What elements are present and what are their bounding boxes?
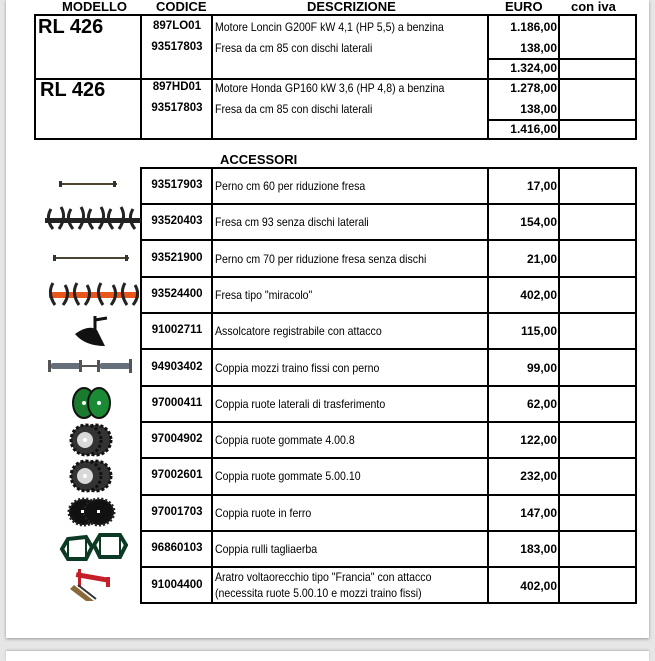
row-divider <box>140 312 637 314</box>
accessories-title: ACCESSORI <box>220 152 298 167</box>
model-name: RL 426 <box>40 79 106 101</box>
price: 1.186,00 <box>510 20 557 34</box>
product-description: Coppia ruote gommate 5.00.10 <box>215 469 361 483</box>
product-description: Coppia ruote laterali di trasferimento <box>215 397 386 411</box>
header-con-iva: con iva <box>571 0 616 14</box>
product-code: 93524400 <box>151 288 203 300</box>
price: 402,00 <box>520 579 557 593</box>
header-codice: CODICE <box>156 0 207 14</box>
product-code: 97002601 <box>151 469 203 481</box>
plough-icon <box>66 566 116 604</box>
price: 21,00 <box>526 252 557 266</box>
row-divider <box>140 530 637 532</box>
product-description: Fresa tipo "miracolo" <box>215 288 313 302</box>
furrower-icon <box>68 313 114 349</box>
iron-wheels-icon <box>64 496 118 528</box>
divider <box>558 14 560 80</box>
row-divider <box>140 457 637 459</box>
price: 99,00 <box>526 361 557 375</box>
product-code: 91004400 <box>151 579 203 591</box>
product-code: 897LO01 <box>153 20 201 32</box>
pin-rod-icon <box>54 176 124 192</box>
product-description: Perno cm 60 per riduzione fresa <box>215 179 366 193</box>
product-code: 97004902 <box>151 433 203 445</box>
price: 138,00 <box>520 102 557 116</box>
tiller-blades-icon <box>44 204 144 238</box>
product-code: 93521900 <box>151 252 203 264</box>
product-description: Motore Honda GP160 kW 3,6 (HP 4,8) a benzina <box>215 81 445 95</box>
price: 147,00 <box>520 506 557 520</box>
tyre-wheels-icon <box>68 458 114 494</box>
header-descrizione: DESCRIZIONE <box>307 0 396 14</box>
price: 62,00 <box>526 397 557 411</box>
next-page <box>6 651 649 661</box>
document-page <box>6 0 649 638</box>
price: 122,00 <box>520 433 557 447</box>
product-description: Motore Loncin G200F kW 4,1 (HP 5,5) a benzina <box>215 20 444 34</box>
total-price: 1.324,00 <box>510 61 557 75</box>
price: 1.278,00 <box>510 81 557 95</box>
product-description-note: (necessita ruote 5.00.10 e mozzi traino fissi) <box>215 586 422 600</box>
pin-rod-icon <box>50 250 134 266</box>
product-code: 91002711 <box>151 324 203 336</box>
product-description: Fresa da cm 85 con dischi laterali <box>215 41 373 55</box>
product-description: Fresa da cm 85 con dischi laterali <box>215 102 373 116</box>
row-divider <box>140 348 637 350</box>
product-description: Coppia ruote gommate 4.00.8 <box>215 433 355 447</box>
price: 115,00 <box>520 324 557 338</box>
price: 402,00 <box>520 288 557 302</box>
product-description: Coppia ruote in ferro <box>215 506 312 520</box>
total-price: 1.416,00 <box>510 122 557 136</box>
product-description: Coppia rulli tagliaerba <box>215 542 318 556</box>
product-code: 97001703 <box>151 506 203 518</box>
hub-pair-icon <box>44 354 136 378</box>
miracolo-tiller-icon <box>46 278 142 312</box>
row-divider <box>140 276 637 278</box>
product-code: 93520403 <box>151 215 203 227</box>
model-name: RL 426 <box>38 16 104 38</box>
price: 183,00 <box>520 542 557 556</box>
product-code: 97000411 <box>151 397 203 409</box>
product-code: 897HD01 <box>152 81 202 93</box>
row-divider <box>140 203 637 205</box>
header-euro: EURO <box>505 0 543 14</box>
divider <box>487 119 637 121</box>
row-divider <box>140 239 637 241</box>
grass-rollers-icon <box>56 530 130 564</box>
price: 154,00 <box>520 215 557 229</box>
tyre-wheels-icon <box>68 422 114 458</box>
product-description: Assolcatore registrabile con attacco <box>215 324 382 338</box>
product-description: Perno cm 70 per riduzione fresa senza dischi <box>215 252 427 266</box>
product-description: Coppia mozzi traino fissi con perno <box>215 361 380 375</box>
header-modello: MODELLO <box>62 0 127 14</box>
row-divider <box>140 494 637 496</box>
product-code: 93517803 <box>151 102 203 114</box>
product-code: 94903402 <box>151 361 203 373</box>
price: 232,00 <box>520 469 557 483</box>
product-code: 93517803 <box>151 41 203 53</box>
row-divider <box>140 385 637 387</box>
row-divider <box>140 566 637 568</box>
price: 138,00 <box>520 41 557 55</box>
product-description: Aratro voltaorecchio tipo "Francia" con attacco <box>215 570 432 584</box>
price: 17,00 <box>526 179 557 193</box>
row-divider <box>140 421 637 423</box>
product-code: 93517903 <box>151 179 203 191</box>
product-code: 96860103 <box>151 542 203 554</box>
divider <box>558 78 560 140</box>
divider <box>487 58 637 60</box>
green-wheels-icon <box>66 385 116 421</box>
product-description: Fresa cm 93 senza dischi laterali <box>215 215 369 229</box>
